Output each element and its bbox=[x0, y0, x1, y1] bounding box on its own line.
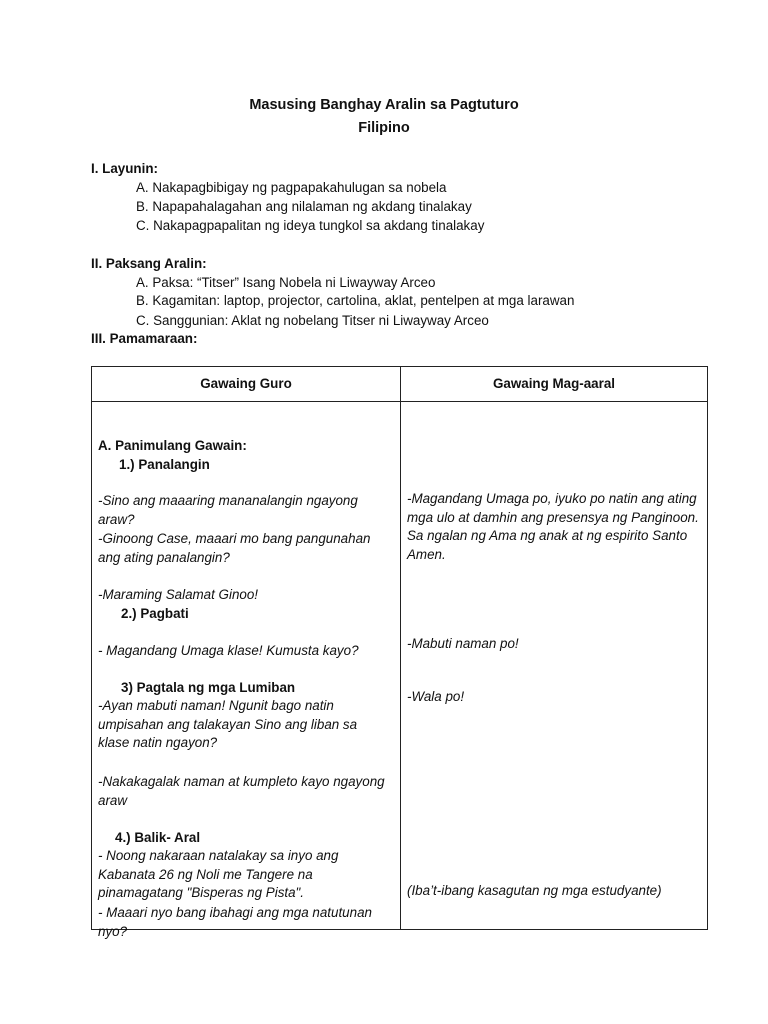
paksang-aralin-item-c: C. Sanggunian: Aklat ng nobelang Titser ni Liwayway Arceo bbox=[136, 313, 489, 328]
layunin-item-c: C. Nakapagpapalitan ng ideya tungkol sa akdang tinalakay bbox=[136, 218, 485, 233]
panalangin-question-1: -Sino ang maaaring mananalangin ngayong araw? bbox=[98, 493, 358, 527]
section-paksang-aralin-heading: II. Paksang Aralin: bbox=[91, 256, 207, 271]
header-gawaing-guro: Gawaing Guro bbox=[92, 367, 401, 402]
panalangin-thanks: -Maraming Salamat Ginoo! bbox=[98, 587, 259, 602]
balik-aral-response: (Iba’t-ibang kasagutan ng mga estudyante) bbox=[407, 883, 662, 898]
balik-aral-text: - Noong nakaraan natalakay sa inyo ang Kabanata 26 ng Noli me Tangere na pinamagatang "Bisperas ng Pista". bbox=[98, 848, 339, 901]
pagtala-text: -Ayan mabuti naman! Ngunit bago natin umpisahan ang talakayan Sino ang liban sa klase natin ngayon? bbox=[98, 698, 358, 751]
layunin-item-a: A. Nakapagbibigay ng pagpapakahulugan sa nobela bbox=[136, 180, 447, 195]
guro-cell bbox=[92, 402, 401, 939]
pagtala-text-2: -Nakakagalak naman at kumpleto kayo ngayong araw bbox=[98, 774, 385, 808]
pagtala-response: -Wala po! bbox=[407, 689, 465, 704]
balik-aral-heading: 4.) Balik- Aral bbox=[115, 830, 201, 845]
panalangin-response: -Magandang Umaga po, iyuko po natin ang ating mga ulo at damhin ang presensya ng Panginoon. Sa ngalan ng Ama ng anak at ng espirito Santo Amen. bbox=[407, 491, 699, 562]
mag-aaral-cell bbox=[401, 402, 708, 930]
panalangin-question-2: -Ginoong Case, maaari mo bang pangunahan ang ating panalangin? bbox=[98, 531, 371, 565]
lesson-table bbox=[91, 366, 708, 939]
pagtala-heading: 3) Pagtala ng mga Lumiban bbox=[121, 680, 296, 695]
section-layunin-heading: I. Layunin: bbox=[91, 161, 158, 176]
paksang-aralin-item-a: A. Paksa: “Titser” Isang Nobela ni Liwayway Arceo bbox=[136, 275, 436, 290]
section-pamamaraan-heading: III. Pamamaraan: bbox=[91, 331, 198, 346]
table-header-row bbox=[92, 367, 708, 402]
panimulang-gawain-heading: A. Panimulang Gawain: bbox=[98, 438, 247, 453]
page-subtitle: Filipino bbox=[358, 120, 410, 136]
layunin-item-b: B. Napapahalagahan ang nilalaman ng akdang tinalakay bbox=[136, 199, 472, 214]
pagbati-heading: 2.) Pagbati bbox=[121, 606, 189, 621]
page-title: Masusing Banghay Aralin sa Pagtuturo bbox=[249, 97, 519, 113]
header-gawaing-mag-aaral: Gawaing Mag-aaral bbox=[401, 367, 708, 402]
balik-aral-text-2: - Maaari nyo bang ibahagi ang mga natutunan nyo? bbox=[98, 905, 372, 939]
panalangin-heading: 1.) Panalangin bbox=[119, 457, 210, 472]
table-row bbox=[92, 402, 708, 930]
pagbati-response: -Mabuti naman po! bbox=[407, 636, 519, 651]
paksang-aralin-item-b: B. Kagamitan: laptop, projector, cartolina, aklat, pentelpen at mga larawan bbox=[136, 293, 575, 308]
pagbati-text: - Magandang Umaga klase! Kumusta kayo? bbox=[98, 643, 359, 658]
